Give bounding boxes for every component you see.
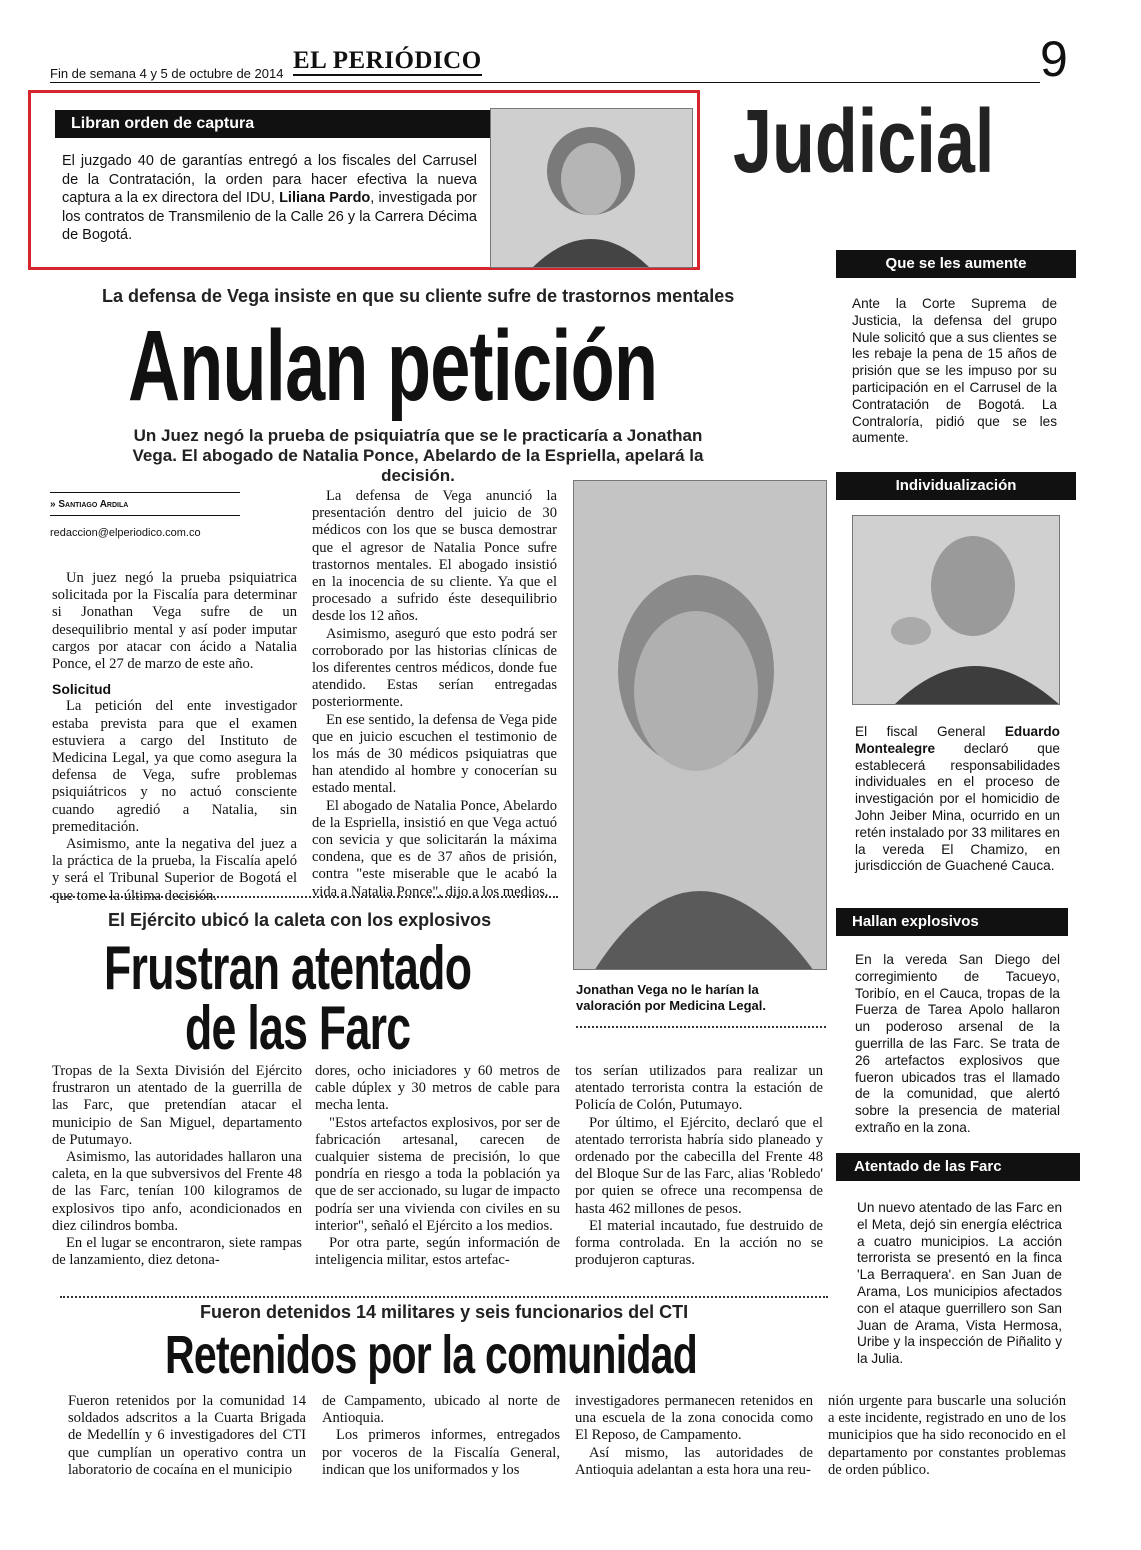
brief-title-bar — [55, 110, 490, 138]
retenidos-column-1 — [68, 1393, 306, 1479]
sidebar-name: Eduardo Montealegre — [855, 724, 1060, 756]
sidebar-title-individualizacion: Individualización — [836, 472, 1076, 500]
farc-col1-paragraph: Tropas de la Sexta División del Ejército frustraron un atentado de la guerrilla de las Farc, que pretendían atacar el municipio de San Miguel, departamento de Putumayo. — [52, 1063, 302, 1148]
main-col2-paragraph: Asimismo, aseguró que esto podrá ser corroborado por las historias clínicas de los diferentes centros médicos, donde fue atendido. Estas serían entregadas posteriormente. — [312, 625, 557, 711]
byline — [50, 499, 128, 510]
author-email[interactable]: redaccion@elperiodico.com.co — [50, 527, 201, 539]
sidebar-title-aumente: Que se les aumente — [836, 250, 1076, 278]
main-deck: Un Juez negó la prueba de psiquiatría que se le practicaría a Jonathan Vega. El abogado de Natalia Ponce, Abelardo de la Espriella, apelará la decisión. — [132, 426, 704, 485]
farc-col3-paragraph: Por último, el Ejército, declaró que el atentado terrorista habría sido planeado y ordenado por the cabecilla del Frente 48 del Bloque Sur de las Farc, alias 'Robledo' por quien se ofrece una recompensa de hasta 462 millones de pesos. — [575, 1114, 823, 1217]
farc-column-2 — [315, 1063, 560, 1269]
farc-col3-paragraph: tos serían utilizados para realizar un atentado terrorista contra la estación de Policía de Colón, Putumayo. — [575, 1063, 823, 1114]
liliana-pardo-photo — [490, 108, 693, 268]
farc-col2-paragraph: "Estos artefactos explosivos, por ser de fabricación artesanal, carecen de cualquier sistema de precisión, lo que pondría en riesgo a toda la población ya que de ser accionado, su lugar de impacto podría ser una vivienda con civiles en su interior", señaló el Ejército a los medios. — [315, 1114, 560, 1234]
retenidos-column-4 — [828, 1393, 1066, 1479]
portrait-speaker-icon — [853, 516, 1060, 705]
farc-column-1 — [52, 1063, 302, 1269]
header-rule — [50, 82, 1040, 83]
byline-rule-2 — [50, 515, 240, 516]
main-col2-paragraph: El abogado de Natalia Ponce, Abelardo de la Espriella, insistió en que Vega actuó con sevicia y que solicitarán la máxima condena, que es de 37 años de prisión, contra "este miserable que le acabó la vida a Natalia Ponce", dijo a los medios. — [312, 797, 557, 900]
farc-col2-paragraph: dores, ocho iniciadores y 60 metros de cable dúplex y 30 metros de cable para mecha lenta. — [315, 1063, 560, 1114]
main-col1-paragraph: Un juez negó la prueba psiquiatrica solicitada por la Fiscalía para determinar si Jonathan Vega sufre de un desequilibrio mental y así poder imputar cargos por atacar con ácido a Natalia Ponce, el 27 de marzo de este año. — [52, 570, 297, 673]
main-kicker: La defensa de Vega insiste en que su cliente sufre de trastornos mentales — [102, 286, 735, 306]
brief-text-start: El juzgado 40 de garantías entregó a los fiscales del Carrusel de la Contratación, la orden para hacer efectiva la nueva captura a la ex directora del IDU, — [62, 153, 477, 206]
main-headline: Anulan petición — [128, 310, 658, 422]
brief-title: Libran orden de captura — [71, 115, 255, 132]
retenidos-column-2 — [322, 1393, 560, 1479]
farc-kicker: El Ejército ubicó la caleta con los explosivos — [108, 910, 492, 930]
retenidos-headline: Retenidos por la comunidad — [165, 1325, 698, 1385]
farc-col1-paragraph: Asimismo, las autoridades hallaron una caleta, en la que subversivos del Frente 48 de las Farc, tenían 100 kilogramos de explosivos tipo anfo, acondicionados en diez cilindros bomba. — [52, 1149, 302, 1234]
sidebar-text-start: El fiscal General — [855, 724, 1005, 739]
brief-name: Liliana Pardo — [279, 190, 371, 206]
retenidos-col4-paragraph: nión urgente para buscarle una solución a este incidente, registrado en uno de los municipios que ha sido reconocido en el departamento por constantes problemas de orden público. — [828, 1393, 1066, 1478]
byline-rule — [50, 492, 240, 493]
retenidos-col2-paragraph: Los primeros informes, entregados por voceros de la Fiscalía General, indican que los uniformados y los — [322, 1427, 560, 1478]
sidebar-text-aumente: Ante la Corte Suprema de Justicia, la defensa del grupo Nule solicitó que a sus clientes se les rebaje la pena de 15 años de prisión que se les impuso por su participación en el Carrusel de la Contratación de Bogotá. La Contraloría, pidió que se les aumente. — [852, 296, 1057, 446]
farc-col3-paragraph: El material incautado, fue destruido de forma controlada. En la acción no se produjeron capturas. — [575, 1217, 823, 1269]
jonathan-vega-photo — [573, 480, 827, 970]
main-col1-paragraph: Asimismo, ante la negativa del juez a la práctica de la prueba, la Fiscalía apeló y será el Tribunal Superior de Bogotá el que tome la última decisión. — [52, 836, 297, 904]
farc-headline-1: Frustran atentado — [104, 934, 472, 1003]
byline-arrow-icon: » — [50, 499, 56, 510]
eduardo-montealegre-photo — [852, 515, 1060, 705]
main-col2-paragraph: La defensa de Vega anunció la presentación dentro del juicio de 30 médicos con los que se busca demostrar que el agresor de Natalia Ponce sufre trastornos mentales. El abogado insistió en la inocencia de su cliente. Ya que el procesado a sufrido éste desequilibrio desde los 12 años. — [312, 488, 557, 625]
byline-author: Santiago Ardila — [58, 499, 129, 510]
main-subheading: Solicitud — [52, 681, 112, 698]
caption-divider — [576, 1026, 826, 1028]
sidebar-text-explosivos: En la vereda San Diego del corregimiento de Tacueyo, Toribío, en el Cauca, tropas de la Fuerza de Tarea Apolo hallaron un poderoso arsenal de la guerrilla de las Farc. Se trata de 26 artefactos explosivos que fueron ubicados tras el llamado de la comunidad, que alertó sobre la presencia de material extraño en la zona. — [855, 952, 1060, 1135]
brief-text — [62, 152, 477, 245]
retenidos-col1-paragraph: Fueron retenidos por la comunidad 14 soldados adscritos a la Cuarta Brigada de Medellín y 6 investigadores del CTI que cumplían un operativo contra un laboratorio de cocaína en el municipio — [68, 1393, 306, 1478]
sidebar-text-individualizacion — [855, 724, 1060, 875]
sidebar-title-atentado: Atentado de las Farc — [836, 1153, 1080, 1181]
farc-headline-2: de las Farc — [185, 994, 411, 1063]
main-col1-paragraph: La petición del ente investigador estaba prevista para que el examen estuviera a cargo del Instituto de Medicina Legal, ya que como asegura la defensa de Vega, sufre problemas psiquiátricos y no actuó consciente cuando agredió a Natalia, sin premeditación. — [52, 698, 297, 835]
sidebar-text-atentado: Un nuevo atentado de las Farc en el Meta, dejó sin energía eléctrica a cuatro municipios. La acción terrorista se presentó en la finca 'La Berraquera'. en San Juan de Arama, Los municipios afectados con el ataque guerrillero son San Juan de Arama, Vista Hermosa, Uribe y la inspección de Piñalito y la Julia. — [857, 1200, 1062, 1367]
sidebar-title-explosivos: Hallan explosivos — [836, 908, 1068, 936]
main-column-2 — [312, 488, 557, 901]
farc-col2-paragraph: Por otra parte, según información de inteligencia militar, estos artefac- — [315, 1235, 560, 1269]
section-divider-2 — [60, 1296, 828, 1298]
photo-caption: Jonathan Vega no le harían la valoración por Medicina Legal. — [576, 982, 766, 1013]
page-number: 9 — [1040, 31, 1068, 87]
portrait-woman-icon — [491, 109, 693, 268]
sidebar-text-end: declaró que establecerá responsabilidades individuales en el proceso de investigación por el homicidio de John Jeiber Mina, ocurrido en un retén instalado por 33 militares en la vereda El Chamizo, en jurisdicción de Guachené Cauca. — [855, 740, 1060, 874]
section-divider — [50, 896, 558, 898]
masthead: EL PERIÓDICO — [293, 47, 482, 74]
section-title: Judicial — [733, 92, 995, 192]
farc-col1-paragraph: En el lugar se encontraron, siete rampas de lanzamiento, diez detona- — [52, 1235, 302, 1269]
main-column-1 — [52, 570, 297, 905]
farc-column-3 — [575, 1063, 823, 1269]
brief-text-end: , investigada por los contratos de Transmilenio de la Calle 26 y la Carrera Décima de Bogotá. — [62, 190, 477, 243]
retenidos-col3-paragraph: investigadores permanecen retenidos en una escuela de la zona conocida como El Reposo, de Campamento. — [575, 1393, 813, 1444]
retenidos-column-3 — [575, 1393, 813, 1479]
retenidos-col3-paragraph: Así mismo, las autoridades de Antioquia adelantan a esta hora una reu- — [575, 1444, 813, 1478]
portrait-man-icon — [574, 481, 827, 970]
retenidos-kicker: Fueron detenidos 14 militares y seis funcionarios del CTI — [200, 1302, 689, 1322]
issue-date: Fin de semana 4 y 5 de octubre de 2014 — [50, 66, 284, 81]
retenidos-col2-paragraph: de Campamento, ubicado al norte de Antioquia. — [322, 1393, 560, 1427]
main-col2-paragraph: En ese sentido, la defensa de Vega pide que en juicio escuchen el testimonio de los más de 30 médicos psiquiatras que han atendido al hombre y conocerían su estado mental. — [312, 711, 557, 797]
